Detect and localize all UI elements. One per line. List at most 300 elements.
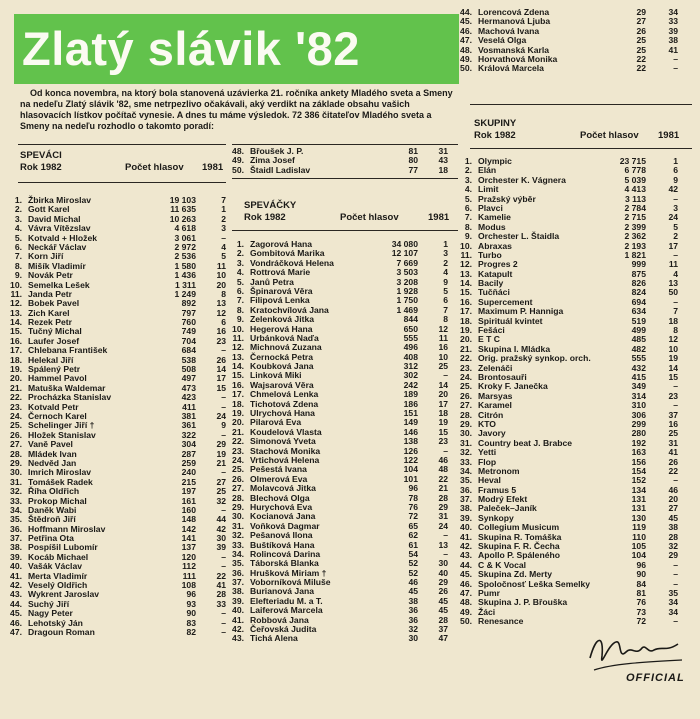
prev-cell: 21 [216, 457, 226, 468]
rank-cell: 15. [232, 370, 244, 381]
votes-cell: 555 [631, 353, 646, 364]
rank-cell: 38. [460, 503, 472, 514]
name-cell: Kamelie [478, 212, 511, 223]
votes-cell: 634 [631, 306, 646, 317]
rank-cell: 44. [460, 7, 472, 17]
rank-cell: 38. [10, 542, 22, 553]
prev-cell: 29 [438, 501, 448, 512]
prev-cell: 2 [221, 213, 226, 224]
name-cell: Schelinger Jiří † [28, 420, 95, 431]
votes-cell: 105 [631, 541, 646, 552]
name-cell: Filipová Lenka [250, 295, 310, 306]
name-cell: Marsyas [478, 390, 513, 401]
votes-cell: 411 [182, 401, 196, 412]
prev-cell: 7 [221, 195, 226, 205]
votes-cell: 499 [631, 325, 646, 336]
votes-cell: 797 [181, 307, 196, 318]
rank-cell: 33. [232, 539, 244, 550]
name-cell: Bacily [478, 278, 504, 289]
name-cell: Vosmanská Karla [478, 44, 550, 55]
votes-cell: 101 [403, 473, 418, 484]
votes-cell: 381 [181, 410, 196, 421]
prev-cell: – [443, 445, 448, 456]
rank-cell: 40. [232, 605, 244, 616]
votes-cell: 423 [181, 392, 196, 403]
list-item [456, 64, 692, 73]
votes-cell: 415 [631, 371, 646, 382]
name-cell: Tučný Michal [28, 326, 82, 337]
rule [232, 144, 458, 145]
rank-cell: 21. [10, 382, 22, 393]
prev-cell: 38 [668, 35, 678, 46]
rank-cell: 43. [460, 550, 472, 561]
rank-cell: 4. [14, 223, 22, 234]
votes-cell: 473 [181, 382, 196, 393]
votes-cell: 4 618 [174, 223, 196, 234]
votes-cell: 96 [186, 589, 196, 600]
rank-cell: 35. [460, 475, 472, 486]
name-cell: Orchester L. Štaidla [478, 231, 560, 242]
name-cell: Abraxas [478, 240, 512, 251]
name-cell: Spirituál kvintet [478, 315, 543, 326]
votes-cell: 90 [636, 569, 646, 580]
votes-cell: 749 [181, 326, 196, 337]
name-cell: Javory [478, 428, 506, 439]
prev-cell: – [221, 617, 226, 628]
rank-cell: 6. [14, 241, 22, 252]
prev-cell: 45 [438, 595, 448, 606]
name-cell: Gombitová Marika [250, 248, 325, 259]
name-cell: Stachová Monika [250, 445, 321, 456]
prev-cell: 7 [443, 304, 448, 315]
name-cell: Yetti [478, 447, 497, 458]
votes-cell: 54 [408, 548, 418, 559]
votes-cell: 304 [181, 439, 196, 450]
prev-cell: 31 [668, 437, 678, 448]
prev-cell: – [221, 608, 226, 619]
name-cell: Urbánková Naďa [250, 332, 319, 343]
prev-cell: – [673, 53, 678, 64]
spevacky-header [244, 200, 458, 223]
prev-cell: 33 [216, 598, 226, 609]
votes-cell: 82 [186, 626, 196, 637]
page-title: Zlatý slávik '82 [22, 22, 360, 75]
name-cell: Tučňáci [478, 287, 510, 298]
name-cell: Rolincová Darina [250, 548, 321, 559]
prev-cell: 22 [438, 473, 448, 484]
votes-cell: 137 [181, 542, 196, 553]
prev-cell: 15 [216, 382, 226, 393]
spevaci-year: Rok 1982 [20, 162, 62, 173]
name-cell: Korn Jiří [28, 251, 64, 262]
spevacky-list [228, 240, 458, 644]
rank-cell: 50. [460, 63, 472, 74]
rank-cell: 21. [232, 426, 244, 437]
prev-cell: – [673, 569, 678, 580]
votes-cell: 148 [181, 514, 196, 525]
prev-cell: 8 [221, 288, 226, 299]
name-cell: Semelka Lešek [28, 279, 90, 290]
skupiny-title: SKUPINY [474, 118, 517, 129]
name-cell: Elán [478, 165, 497, 176]
votes-cell: 110 [632, 531, 646, 542]
votes-cell: 22 [636, 63, 646, 74]
name-cell: Vávra Vítězslav [28, 223, 91, 234]
prev-cell: 38 [668, 522, 678, 533]
rank-cell: 18. [460, 315, 472, 326]
rank-cell: 47. [10, 626, 22, 637]
prev-cell: 19 [438, 417, 448, 428]
prev-cell: 1 [443, 239, 448, 249]
name-cell: Mišík Vladimír [28, 260, 86, 271]
rank-cell: 37. [460, 494, 472, 505]
votes-cell: 844 [403, 314, 418, 325]
prev-cell: 9 [443, 276, 448, 287]
prev-cell: – [673, 616, 678, 627]
prev-cell: 5 [673, 221, 678, 232]
prev-cell: 16 [438, 342, 448, 353]
rank-cell: 28. [460, 409, 472, 420]
prev-cell: 25 [668, 428, 678, 439]
prev-cell: 14 [216, 364, 226, 375]
votes-cell: 508 [181, 364, 196, 375]
prev-cell: – [221, 561, 226, 572]
votes-cell: 432 [631, 362, 646, 373]
name-cell: Koubková Jana [250, 361, 314, 372]
votes-cell: 6 778 [624, 165, 646, 176]
votes-cell: 826 [631, 278, 646, 289]
name-cell: Kotvald Petr [28, 401, 79, 412]
rank-cell: 32. [460, 447, 472, 458]
prev-cell: 30 [438, 558, 448, 569]
name-cell: Gott Karel [28, 204, 70, 215]
votes-cell: 1 580 [174, 260, 196, 271]
rank-cell: 15. [10, 326, 22, 337]
votes-cell: 65 [408, 520, 418, 531]
prev-cell: – [673, 381, 678, 392]
prev-cell: 48 [438, 464, 448, 475]
votes-cell: 29 [636, 7, 646, 17]
rank-cell: 34. [232, 548, 244, 559]
name-cell: Tomášek Radek [28, 476, 93, 487]
rank-cell: 48. [232, 146, 244, 156]
rank-cell: 9. [14, 270, 22, 281]
name-cell: Buštíková Hana [250, 539, 315, 550]
prev-cell: 15 [438, 426, 448, 437]
prev-cell: 24 [668, 212, 678, 223]
spevacky-year: Rok 1982 [244, 212, 286, 223]
name-cell: Rezek Petr [28, 317, 72, 328]
spevaci-title: SPEVÁCI [20, 150, 62, 161]
prev-cell: 20 [438, 389, 448, 400]
name-cell: Merta Vladimír [28, 570, 88, 581]
rank-cell: 39. [232, 595, 244, 606]
prev-cell: 41 [668, 44, 678, 55]
rank-cell: 21. [460, 343, 472, 354]
votes-cell: 151 [403, 408, 418, 419]
prev-cell: 34 [668, 597, 678, 608]
name-cell: Nagy Peter [28, 608, 73, 619]
prev-cell: 18 [668, 315, 678, 326]
prev-cell: 21 [438, 483, 448, 494]
name-cell: Fešáci [478, 325, 505, 336]
rank-cell: 36. [460, 484, 472, 495]
votes-cell: 760 [181, 317, 196, 328]
prev-cell: 14 [668, 362, 678, 373]
prev-cell: 14 [438, 379, 448, 390]
prev-cell: – [221, 345, 226, 356]
name-cell: Pumr [478, 587, 500, 598]
rank-cell: 12. [232, 342, 244, 353]
prev-cell: – [673, 296, 678, 307]
votes-cell: 322 [181, 429, 196, 440]
rank-cell: 26. [232, 473, 244, 484]
rank-cell: 16. [232, 379, 244, 390]
rank-cell: 49. [460, 606, 472, 617]
prev-cell: – [221, 551, 226, 562]
votes-cell: 22 [636, 53, 646, 64]
votes-cell: 482 [631, 343, 646, 354]
votes-cell: 310 [631, 400, 646, 411]
votes-cell: 72 [636, 616, 646, 627]
votes-cell: 12 107 [391, 248, 418, 259]
prev-cell: 25 [438, 361, 448, 372]
name-cell: Pešanová Ilona [250, 530, 313, 541]
rank-cell: 16. [10, 335, 22, 346]
votes-cell: 2 362 [624, 231, 646, 242]
prev-cell: 16 [668, 418, 678, 429]
name-cell: Maximum P. Hanniga [478, 306, 564, 317]
rank-cell: 30. [10, 467, 22, 478]
name-cell: Prokop Michal [28, 495, 87, 506]
prev-cell: 8 [673, 325, 678, 336]
rank-cell: 4. [236, 267, 244, 278]
rank-cell: 24. [460, 371, 472, 382]
prev-cell: 30 [216, 533, 226, 544]
votes-cell: 186 [403, 398, 418, 409]
rank-cell: 30. [232, 511, 244, 522]
prev-cell: 1 [673, 156, 678, 166]
name-cell: Černocká Petra [250, 351, 314, 362]
votes-cell: 52 [408, 567, 418, 578]
prev-cell: 19 [216, 448, 226, 459]
prev-cell: 46 [668, 484, 678, 495]
prev-cell: – [221, 626, 226, 637]
votes-cell: 280 [631, 428, 646, 439]
prev-cell: 37 [668, 409, 678, 420]
prev-cell: – [443, 530, 448, 541]
rank-cell: 4. [464, 184, 472, 195]
prev-cell: – [221, 232, 226, 243]
name-cell: Břoušek J. P. [250, 146, 304, 156]
votes-cell: 694 [631, 296, 646, 307]
rank-cell: 43. [10, 589, 22, 600]
rule [232, 178, 458, 179]
votes-cell: 3 113 [624, 193, 646, 204]
prev-cell: 7 [673, 306, 678, 317]
votes-cell: 160 [181, 504, 196, 515]
votes-cell: 80 [408, 155, 418, 166]
name-cell: Janů Petra [250, 276, 294, 287]
name-cell: Zagorová Hana [250, 239, 313, 249]
name-cell: Daněk Wabi [28, 504, 77, 515]
votes-cell: 138 [403, 436, 418, 447]
rule [18, 144, 226, 145]
skupiny-col-prev: 1981 [658, 130, 680, 141]
rank-cell: 8. [236, 304, 244, 315]
prev-cell: 31 [438, 511, 448, 522]
votes-cell: 197 [181, 486, 196, 497]
spevacky-title: SPEVÁČKY [244, 200, 297, 211]
rank-cell: 29. [10, 457, 22, 468]
prev-cell: 41 [216, 580, 226, 591]
votes-cell: 875 [631, 268, 646, 279]
votes-cell: 299 [631, 418, 646, 429]
votes-cell: 2 536 [174, 251, 196, 262]
rank-cell: 14. [232, 361, 244, 372]
rank-cell: 1. [236, 239, 244, 249]
skupiny-header [474, 118, 692, 141]
name-cell: Táborská Blanka [250, 558, 319, 569]
votes-cell: 306 [631, 409, 646, 420]
rank-cell: 17. [10, 345, 22, 356]
rank-cell: 14. [460, 278, 472, 289]
name-cell: Horvathová Monika [478, 53, 558, 64]
prev-cell: 18 [438, 408, 448, 419]
name-cell: Veselý Oldřich [28, 580, 88, 591]
prev-cell: 26 [216, 354, 226, 365]
votes-cell: 892 [181, 298, 196, 309]
votes-cell: 2 784 [624, 202, 646, 213]
prev-cell: 22 [216, 570, 226, 581]
name-cell: Modus [478, 221, 506, 232]
prev-cell: 28 [216, 589, 226, 600]
rank-cell: 9. [236, 314, 244, 325]
rank-cell: 26. [460, 390, 472, 401]
name-cell: Laufer Josef [28, 335, 80, 346]
name-cell: Skupina Zd. Merty [478, 569, 553, 580]
rank-cell: 41. [10, 570, 22, 581]
prev-cell: 42 [216, 523, 226, 534]
name-cell: Olympic [478, 156, 512, 166]
votes-cell: 2 715 [624, 212, 646, 223]
rank-cell: 29. [460, 418, 472, 429]
prev-cell: 27 [668, 503, 678, 514]
rank-cell: 1. [14, 195, 22, 205]
name-cell: Machová Ivana [478, 25, 540, 36]
name-cell: Kotvald + Hložek [28, 232, 98, 243]
prev-cell: – [221, 401, 226, 412]
votes-cell: 2 972 [174, 241, 196, 252]
name-cell: Lehotský Ján [28, 617, 83, 628]
votes-cell: 73 [636, 606, 646, 617]
rank-cell: 46. [460, 25, 472, 36]
prev-cell: 32 [668, 541, 678, 552]
rank-cell: 30. [460, 428, 472, 439]
votes-cell: 361 [181, 420, 196, 431]
rank-cell: 28. [10, 448, 22, 459]
name-cell: Hložek Stanislav [28, 429, 96, 440]
rank-cell: 2. [14, 204, 22, 215]
name-cell: Limit [478, 184, 499, 195]
name-cell: Neckář Václav [28, 241, 87, 252]
prev-cell: 33 [668, 16, 678, 27]
rank-cell: 11. [232, 332, 244, 343]
rule [470, 104, 692, 105]
prev-cell: 24 [216, 410, 226, 421]
name-cell: KTO [478, 418, 496, 429]
votes-cell: 287 [181, 448, 196, 459]
prev-cell: – [673, 578, 678, 589]
votes-cell: 519 [631, 315, 646, 326]
votes-cell: 78 [408, 492, 418, 503]
rank-cell: 35. [10, 514, 22, 525]
votes-cell: 52 [408, 558, 418, 569]
votes-cell: 3 208 [396, 276, 418, 287]
name-cell: Helekal Jiří [28, 354, 74, 365]
rank-cell: 36. [10, 523, 22, 534]
rule [18, 182, 226, 183]
prev-cell: 3 [443, 248, 448, 259]
prev-cell: 23 [216, 335, 226, 346]
votes-cell: 999 [631, 259, 646, 270]
rank-cell: 20. [232, 417, 244, 428]
votes-cell: 77 [408, 164, 418, 175]
prev-cell: 10 [216, 270, 226, 281]
prev-cell: 27 [216, 476, 226, 487]
prev-cell: 17 [216, 373, 226, 384]
name-cell: Vondráčková Helena [250, 257, 334, 268]
prev-cell: 10 [668, 343, 678, 354]
name-cell: Hurychová Eva [250, 501, 313, 512]
rank-cell: 5. [14, 232, 22, 243]
rank-cell: 5. [464, 193, 472, 204]
votes-cell: 4 413 [624, 184, 646, 195]
rank-cell: 3. [464, 174, 472, 185]
name-cell: Pospíšil Lubomír [28, 542, 98, 553]
votes-cell: 119 [632, 522, 646, 533]
votes-cell: 61 [408, 539, 418, 550]
votes-cell: 34 080 [391, 239, 418, 249]
prev-cell: 32 [216, 495, 226, 506]
rank-cell: 22. [232, 436, 244, 447]
prev-cell: 19 [668, 353, 678, 364]
prev-cell: – [443, 370, 448, 381]
rank-cell: 34. [10, 504, 22, 515]
name-cell: Skupina F. R. Čecha [478, 541, 560, 552]
votes-cell: 32 [408, 624, 418, 635]
rank-cell: 27. [460, 400, 472, 411]
rank-cell: 40. [460, 522, 472, 533]
name-cell: Bobek Pavel [28, 298, 80, 309]
votes-cell: 1 469 [396, 304, 418, 315]
prev-cell: 37 [438, 624, 448, 635]
votes-cell: 25 [636, 35, 646, 46]
votes-cell: 5 039 [624, 174, 646, 185]
name-cell: Country beat J. Brabce [478, 437, 573, 448]
rank-cell: 18. [10, 354, 22, 365]
rank-cell: 38. [232, 586, 244, 597]
name-cell: Janda Petr [28, 288, 72, 299]
name-cell: Simonová Yveta [250, 436, 316, 447]
votes-cell: 154 [631, 465, 646, 476]
name-cell: Progres 2 [478, 259, 518, 270]
prev-cell: – [673, 400, 678, 411]
name-cell: Wykrent Jaroslav [28, 589, 100, 600]
rank-cell: 49. [232, 155, 244, 166]
rank-cell: 36. [232, 567, 244, 578]
votes-cell: 104 [631, 550, 646, 561]
